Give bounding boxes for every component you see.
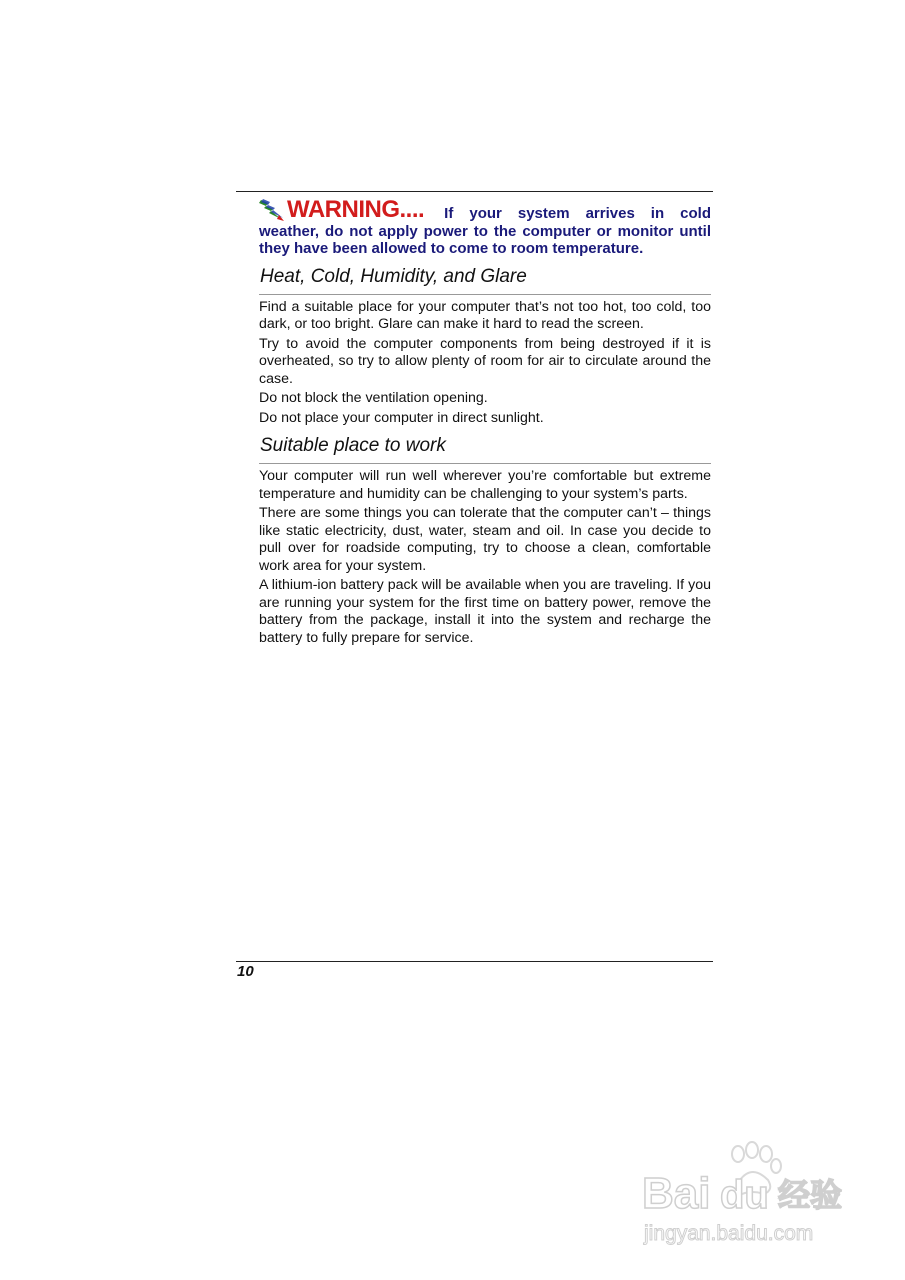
header-rule [236, 191, 713, 192]
section-body [259, 299, 711, 428]
paragraph: Do not block the ventilation opening. [259, 390, 488, 406]
warning-block [259, 198, 711, 258]
section-divider [259, 463, 711, 464]
svg-text:du: du [720, 1173, 769, 1217]
page-content [259, 198, 711, 647]
baidu-watermark-logo [640, 1140, 855, 1250]
paragraph: Try to avoid the computer components from being destroyed if it is overheated, so try to allow plenty of room for air to circulate around the case. [259, 335, 711, 387]
svg-text:jingyan.baidu.com: jingyan.baidu.com [644, 1222, 814, 1245]
section-heat-cold [259, 266, 711, 428]
paragraph: There are some things you can tolerate that the computer can’t – things like static electricity, dust, water, steam and oil. In case you decide to pull over for roadside computing, try to choose a clean, comfortable work area for your system. [259, 505, 711, 574]
section-heading: Heat, Cold, Humidity, and Glare [260, 265, 527, 287]
warning-title: WARNING.... [287, 196, 425, 223]
paragraph: A lithium-ion battery pack will be available when you are traveling. If you are running your system for the first time on battery power, remove the battery from the package, install it into the system and recharge the battery to fully prepare for service. [259, 577, 711, 646]
section-body [259, 468, 711, 647]
paragraph: Do not place your computer in direct sunlight. [259, 409, 544, 426]
paragraph: Your computer will run well wherever you’re comfortable but extreme temperature and humidity can be challenging to your system’s parts. [259, 468, 711, 502]
section-divider [259, 294, 711, 295]
section-heading: Suitable place to work [260, 435, 446, 456]
section-suitable-place [259, 435, 711, 647]
warning-text: If your system arrives in cold weather, do not apply power to the computer or monitor until they have been allowed to come to room temperature. [259, 205, 711, 257]
svg-text:Bai: Bai [642, 1169, 711, 1218]
paragraph: Find a suitable place for your computer that’s not too hot, too cold, too dark, or too bright. Glare can make it hard to read the screen. [259, 298, 711, 332]
page-number: 10 [237, 963, 254, 980]
lightning-arrow-icon [259, 198, 285, 222]
svg-text:经验: 经验 [778, 1176, 843, 1214]
footer-rule [236, 961, 713, 962]
